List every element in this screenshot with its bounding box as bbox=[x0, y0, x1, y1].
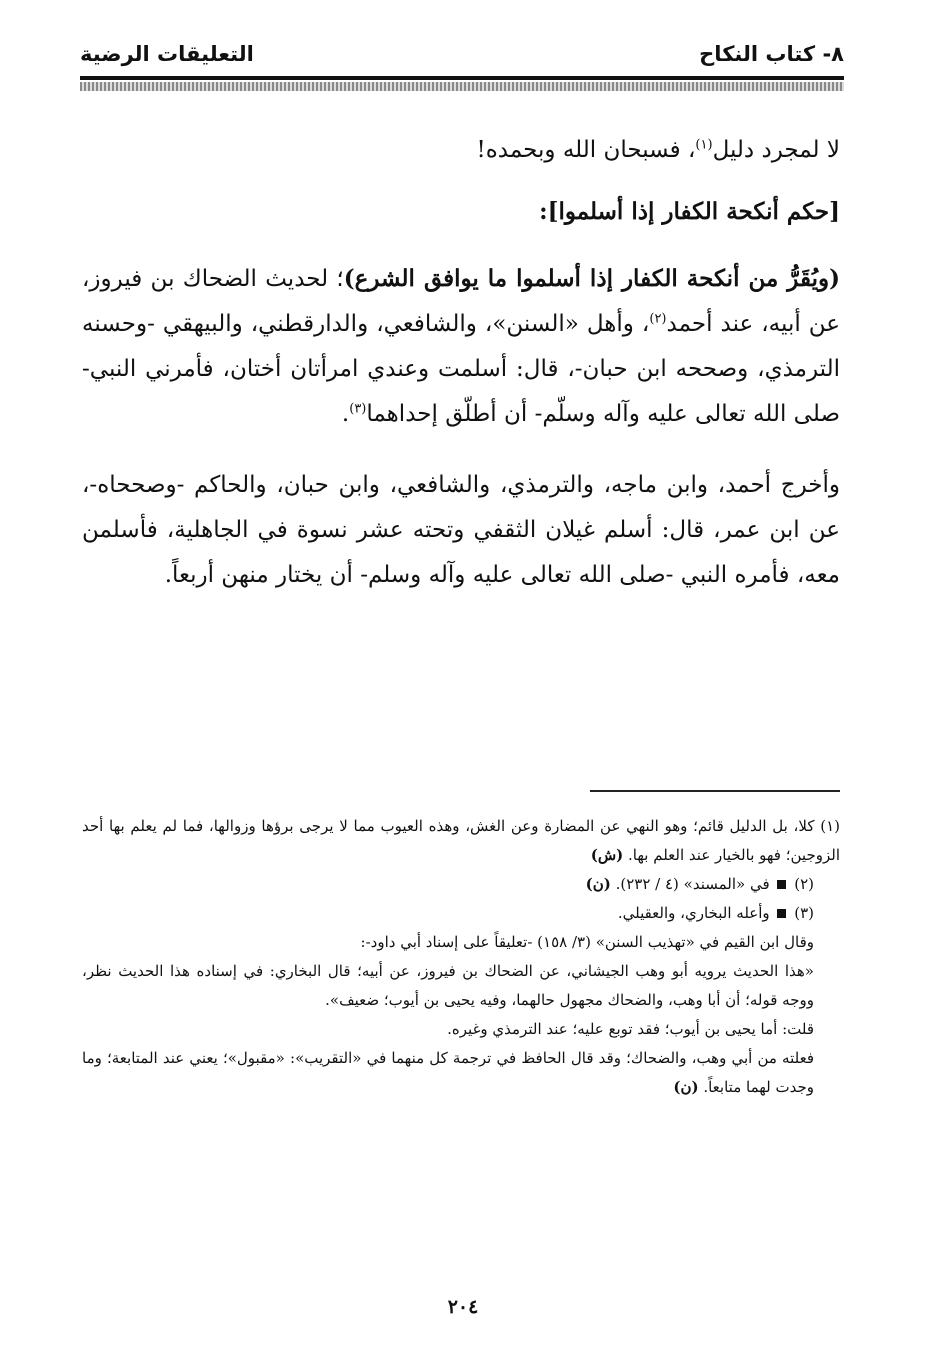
text-run: وأعله البخاري، والعقيلي. bbox=[617, 904, 770, 922]
footnote-3 bbox=[82, 899, 840, 928]
main-text bbox=[82, 128, 840, 598]
paragraph-1 bbox=[82, 128, 840, 173]
footnote-number: (٢) bbox=[794, 875, 814, 893]
text-run: لا لمجرد دليل bbox=[712, 137, 840, 163]
footnote-ref-3: (٣) bbox=[349, 401, 367, 417]
footnote-ref-2: (٢) bbox=[649, 311, 667, 327]
footnotes bbox=[82, 812, 840, 1102]
text-run: فعلته من أبي وهب، والضحاك؛ وقد قال الحافظ في ترجمة كل منهما في «التقريب»: «مقبول»؛ يعني عند المتابعة؛ وما وجدت لهما متابعاً. bbox=[82, 1049, 814, 1096]
text-run: . bbox=[341, 401, 350, 427]
page-number: ٢٠٤ bbox=[447, 1296, 479, 1318]
section-heading: [حكم أنكحة الكفار إذا أسلموا]: bbox=[539, 198, 840, 225]
square-marker-icon bbox=[777, 880, 786, 889]
header-shade-band bbox=[80, 82, 844, 91]
footnote-sign: (ن) bbox=[585, 875, 611, 893]
footnote-sign: (ن) bbox=[673, 1078, 699, 1096]
text-run: ؛ لحديث الضحاك بن فيروز، عن أبيه، عند أحمد bbox=[82, 266, 840, 337]
text-run: في «المسند» (٤ / ٢٣٢). bbox=[615, 875, 770, 893]
footnote-2 bbox=[82, 870, 840, 899]
footnote-3-line-e bbox=[82, 1044, 840, 1102]
text-run: ، وأهل «السنن»، والشافعي، والدارقطني، والبيهقي -وحسنه الترمذي، وصححه ابن حبان-، قال: أسلمت وعندي امرأتان أختان، فأمرني النبي- صلى الله تعالى عليه وآله وسلّم- أن أطلّق إحداهما bbox=[82, 311, 840, 427]
footnote-number: (٣) bbox=[794, 904, 814, 922]
footnote-3-quote: «هذا الحديث يرويه أبو وهب الجيشاني، عن الضحاك بن فيروز، عن أبيه؛ قال البخاري: في إسناده هذا الحديث نظر، ووجه قوله؛ أن أبا وهب، والضحاك مجهول حالهما، وفيه يحيى بن أيوب؛ ضعيف». bbox=[82, 962, 814, 1009]
footnote-separator bbox=[590, 790, 840, 792]
running-header bbox=[80, 40, 844, 80]
chapter-title: ٨- كتاب النكاح bbox=[699, 42, 844, 66]
text-run: (١) كلا، بل الدليل قائم؛ وهو النهي عن المضارة وعن الغش، وهذه العيوب مما لا يرجى برؤها وزوالها، فما لم يعلم بها أحد الزوجين؛ فهو بالخيار عند العلم بها. bbox=[82, 817, 840, 864]
paragraph-2 bbox=[82, 256, 840, 437]
matn-text: (ويُقَرُّ من أنكحة الكفار إذا أسلموا ما يوافق الشرع) bbox=[343, 265, 840, 292]
square-marker-icon bbox=[777, 909, 786, 918]
book-title: التعليقات الرضية bbox=[80, 42, 254, 66]
paragraph-3: وأخرج أحمد، وابن ماجه، والترمذي، والشافعي، وابن حبان، والحاكم -وصححاه-، عن ابن عمر، قال: أسلم غيلان الثقفي وتحته عشر نسوة في الجاهلية، فأسلمن معه، فأمره النبي -صلى الله تعالى عليه وآله وسلم- أن يختار منهن أربعاً. bbox=[82, 472, 840, 588]
text-run: ، فسبحان الله وبحمده! bbox=[476, 137, 696, 163]
footnote-ref-1: (١) bbox=[695, 137, 713, 153]
footnote-3-line-b: وقال ابن القيم في «تهذيب السنن» (٣/ ١٥٨) -تعليقاً على إسناد أبي داود-: bbox=[360, 933, 814, 951]
footnote-1 bbox=[82, 812, 840, 870]
footnote-sign: (ش) bbox=[590, 846, 624, 864]
footnote-3-line-d: قلت: أما يحيى بن أيوب؛ فقد توبع عليه؛ عند الترمذي وغيره. bbox=[447, 1020, 814, 1038]
header-rule bbox=[80, 76, 844, 80]
